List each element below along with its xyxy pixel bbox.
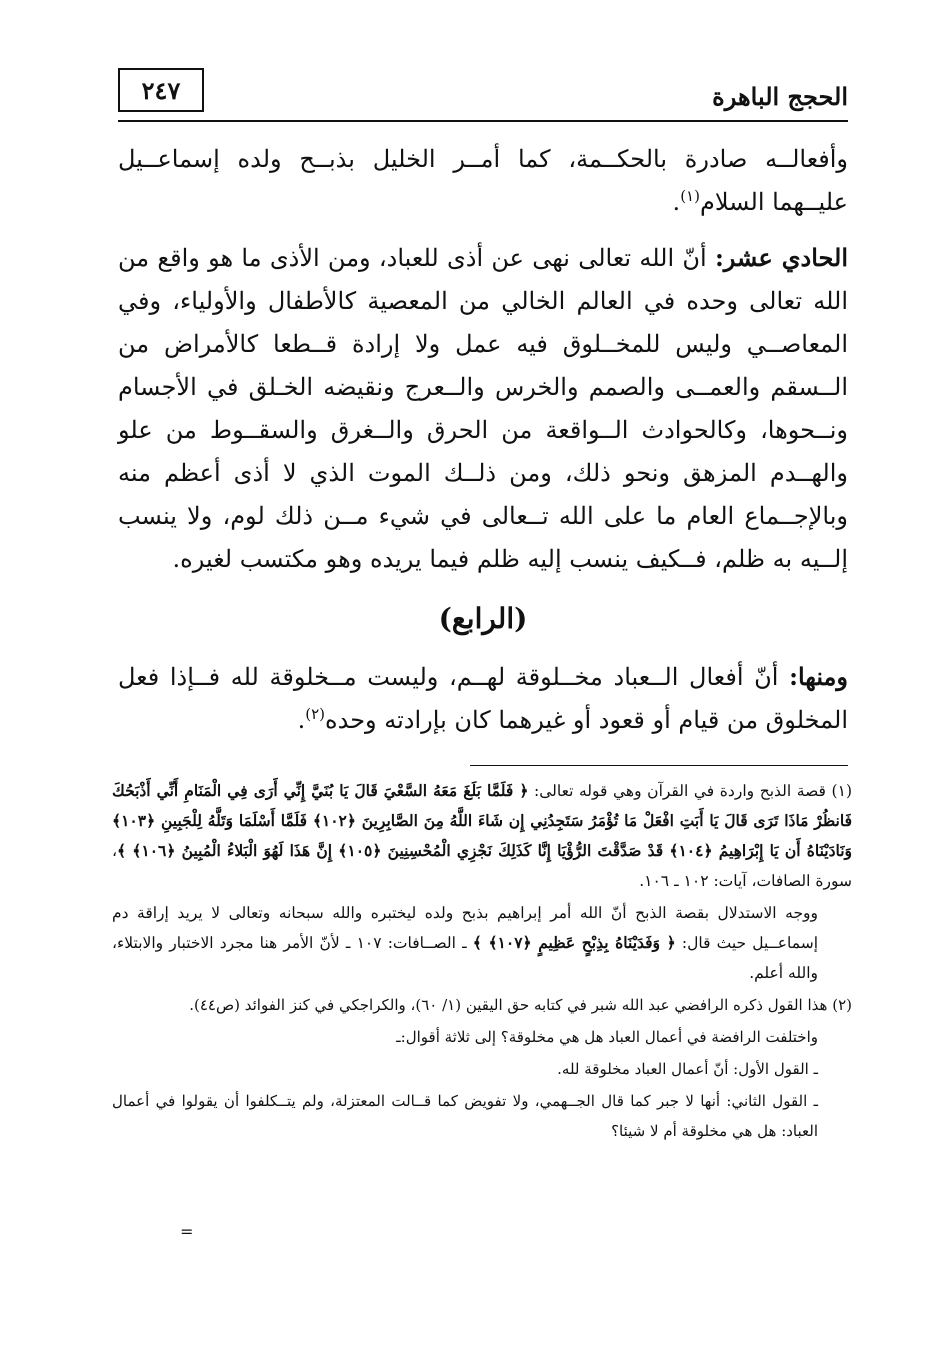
footnote-1-citation: ، سورة الصافات، آيات: ١٠٢ ـ ١٠٦. [112,842,852,890]
quran-verse-1: ﴿ فَلَمَّا بَلَغَ مَعَهُ السَّعْيَ قَالَ يَا بُنَيَّ إِنِّي أَرَى فِي الْمَنَامِ أَنِّي أَذْبَحُكَ فَانظُرْ مَاذَا تَرَى قَالَ يَا أَبَتِ افْعَلْ مَا تُؤْمَرُ سَتَجِدُنِي إِن شَاءَ اللَّهُ مِنَ الصَّابِرِينَ ﴿١٠٢﴾ فَلَمَّا أَسْلَمَا وَتَلَّهُ لِلْجَبِينِ ﴿١٠٣﴾ وَنَادَيْنَاهُ أَن يَا إِبْرَاهِيمُ ﴿١٠٤﴾ قَدْ صَدَّقْتَ الرُّؤْيَا إِنَّا كَذَلِكَ نَجْزِي الْمُحْسِنِينَ ﴿١٠٥﴾ إِنَّ هَذَا لَهُوَ الْبَلاءُ الْمُبِينُ ﴿١٠٦﴾ ﴾ [112,781,852,860]
main-text [118,138,848,742]
paragraph-3-lead: ومنها: [789,662,848,691]
paragraph-3-text: أنّ أفعال الــعباد مخــلوقة لهــم، وليست مــخلوقة لله فــإذا فعل المخلوق من قيام أو قعود أو غيرهما كان بإرادته وحده [118,663,848,734]
footnote-ref-1[interactable]: (١) [680,187,700,205]
paragraph-1-end: . [672,188,681,216]
section-heading: (الرابع) [438,602,528,635]
paragraph-1 [118,138,848,224]
footnote-2-number: (٢) [832,996,852,1014]
footnotes [112,776,852,1146]
footnote-ref-2[interactable]: (٢) [305,705,326,723]
paragraph-2 [118,236,848,581]
footnote-1-explanation-b: ـ الصــافات: ١٠٧ ـ لأنّ الأمر هنا مجرد الاختبار والابتلاء، والله أعلم. [112,934,818,982]
page-number: ٢٤٧ [118,68,204,112]
continuation-mark: = [180,1222,194,1241]
paragraph-3 [118,655,848,742]
paragraph-1-text: وأفعالــه صادرة بالحكــمة، كما أمــر الخليل بذبــح ولده إسماعــيل عليــهما السلام [118,145,848,216]
footnote-1-explanation-a: ووجه الاستدلال بقصة الذبح أنّ الله أمر إبراهيم بذبح ولده ليختبره والله سبحانه وتعالى لا يريد إراقة دم إسماعــيل حيث قال: [112,904,819,952]
page-header [118,68,848,118]
paragraph-3-end: . [297,706,306,734]
paragraph-2-lead: الحادي عشر: [714,243,849,272]
footnote-2-text: هذا القول ذكره الرافضي عبد الله شبر في كتابه حق اليقين (١/ ٦٠)، والكراجكي في كنز الفوائد (ص٤٤). [189,996,833,1014]
footnote-1-number: (١) [831,782,852,800]
running-title: الحجج الباهرة [712,82,848,111]
footnote-2-line-d: ـ القول الثاني: أنها لا جبر كما قال الجــهمي، ولا تفويض كما قــالت المعتزلة، ولم يتــكلفوا أن يقولوا في أعمال العباد: هل هي مخلوقة أم لا شيئا؟ [112,1092,818,1140]
footnote-1-intro: قصة الذبح واردة في القرآن وهي قوله تعالى: [528,782,832,800]
header-rule [118,120,848,122]
footnote-2-line-b: واختلفت الرافضة في أعمال العباد هل هي مخلوقة؟ إلى ثلاثة أقوال:ـ [396,1028,818,1046]
paragraph-2-text: أنّ الله تعالى نهى عن أذى للعباد، ومن الأذى ما هو واقع من الله تعالى وحده في العالم الخالي من المعصية كالأطفال والأولياء، وفي المعاصــي وليس للمخــلوق فيه عمل ولا إرادة قــطعا كالأمراض من الــسقم والعمــى والصمم والخرس والــعرج ونقيضه الخـلق في الأجسام ونــحوها، وكالحوادث الــواقعة من الحرق والــغرق والسقــوط من علو والهــدم المزهق ونحو ذلك، ومن ذلــك الموت الذي لا أذى أعظم منه وبالإجــماع العام ما على الله تــعالى في شيء مــن ذلك لوم، ولا ينسب إلــيه به ظلم، فــكيف ينسب إليه ظلم فيما يريده وهو مكتسب لغيره. [118,244,849,573]
footnote-1-explanation [112,898,852,988]
footnote-1 [112,776,852,896]
quran-verse-2: ﴿ وَفَدَيْنَاهُ بِذِبْحٍ عَظِيمٍ ﴿١٠٧﴾ ﴾ [472,933,676,952]
footnote-2 [112,990,852,1020]
footnote-2-line-c: ـ القول الأول: أنّ أعمال العباد مخلوقة لله. [557,1060,818,1078]
footnote-separator [470,765,848,766]
